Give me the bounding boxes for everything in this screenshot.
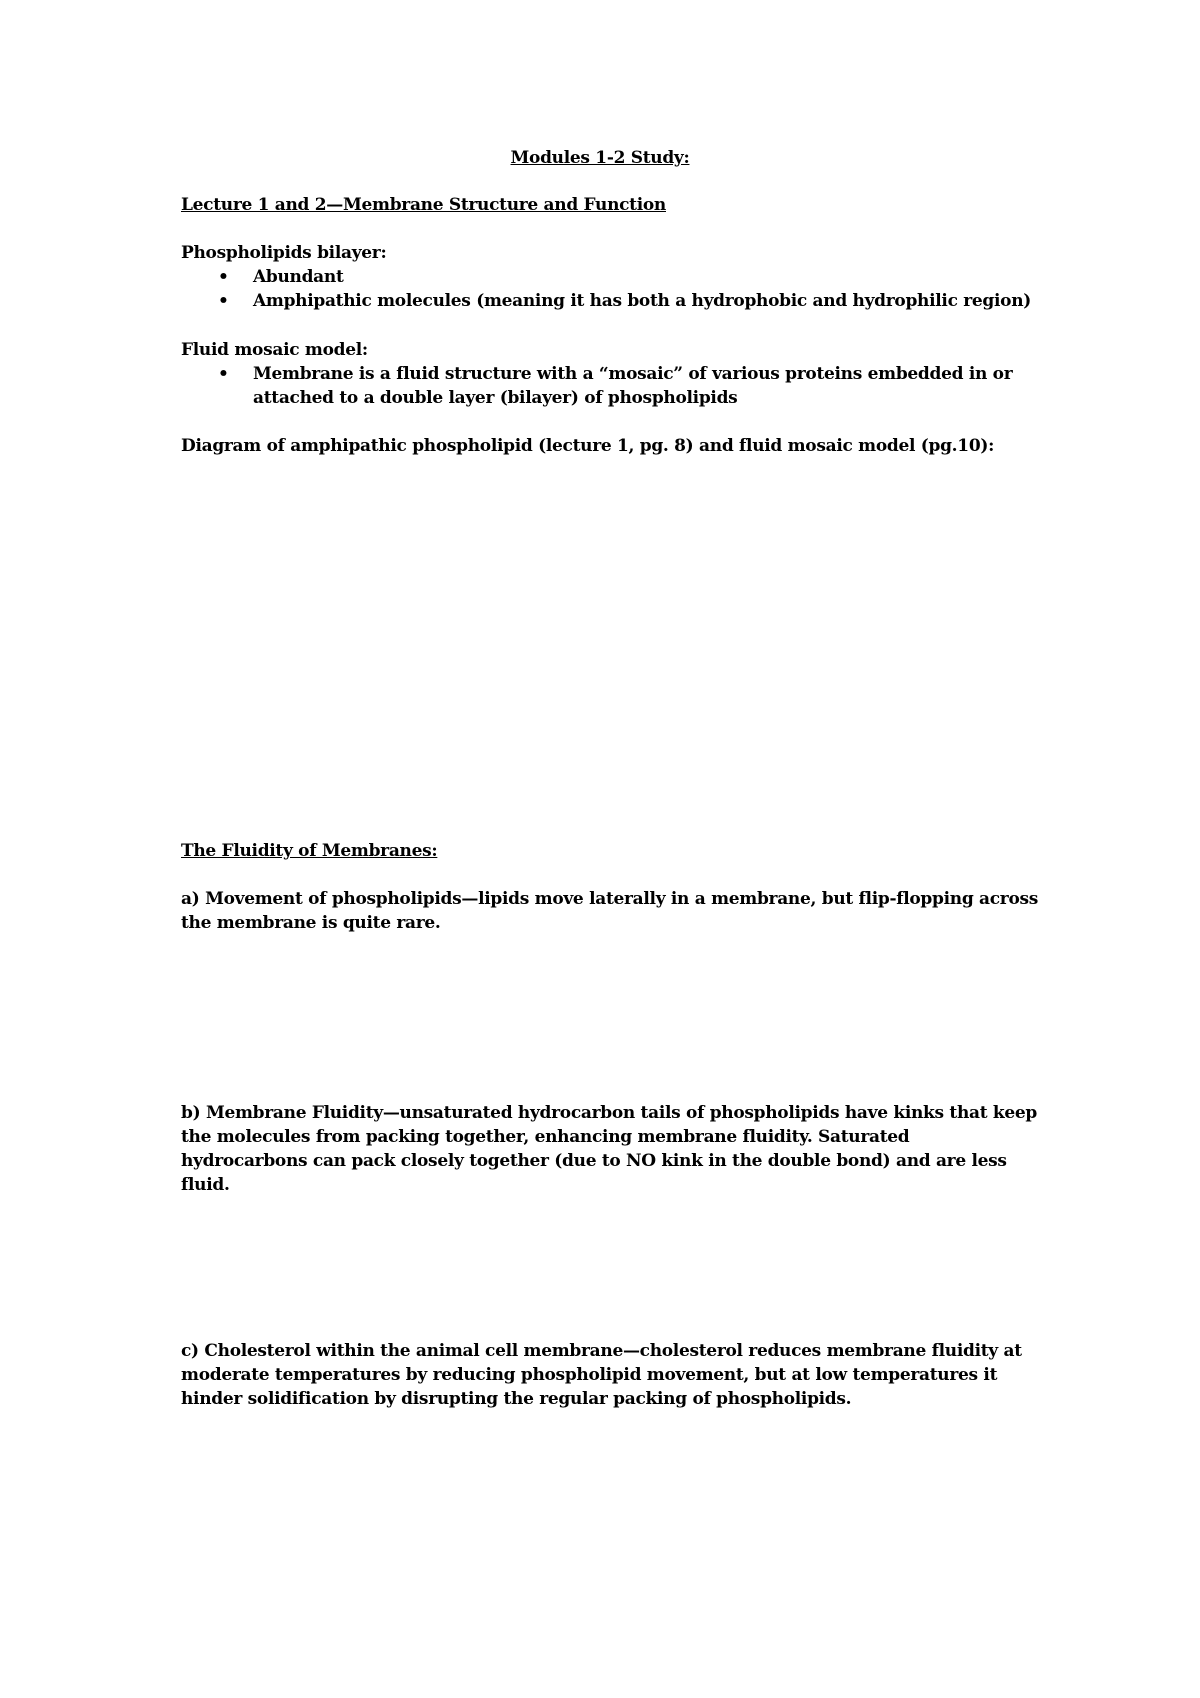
fluidity-item-a: a) Movement of phospholipids—lipids move laterally in a membrane, but flip-flopping across the membrane is quite rare. (181, 889, 1039, 933)
bullet-glyph: • (218, 364, 229, 384)
bullet-abundant: Abundant (253, 267, 344, 287)
fluidity-item-c: c) Cholesterol within the animal cell membrane—cholesterol reduces membrane fluidity at moderate temperatures by reducing phospholipid movement, but at low temperatures it hinder solidification by disrupting the regular packing of phospholipids. (181, 1341, 1022, 1409)
diagram-caption: Diagram of amphipathic phospholipid (lecture 1, pg. 8) and fluid mosaic model (pg.10): (181, 436, 995, 456)
lecture-heading: Lecture 1 and 2—Membrane Structure and Function (181, 195, 666, 215)
document-title: Modules 1-2 Study: (510, 148, 690, 168)
phospholipids-heading: Phospholipids bilayer: (181, 243, 387, 263)
bullet-amphipathic: Amphipathic molecules (meaning it has both a hydrophobic and hydrophilic region) (253, 291, 1031, 311)
fluid-mosaic-heading: Fluid mosaic model: (181, 340, 368, 360)
bullet-glyph: • (218, 291, 229, 311)
bullet-membrane-line1: Membrane is a fluid structure with a “mosaic” of various proteins embedded in or (253, 364, 1013, 384)
bullet-glyph: • (218, 267, 229, 287)
fluidity-item-b: b) Membrane Fluidity—unsaturated hydrocarbon tails of phospholipids have kinks that keep the molecules from packing together, enhancing membrane fluidity. Saturated hydrocarbons can pack closely together (due to NO kink in the double bond) and are less fluid. (181, 1103, 1038, 1195)
fluidity-heading: The Fluidity of Membranes: (181, 841, 438, 861)
bullet-membrane-line2: attached to a double layer (bilayer) of phospholipids (253, 388, 738, 408)
